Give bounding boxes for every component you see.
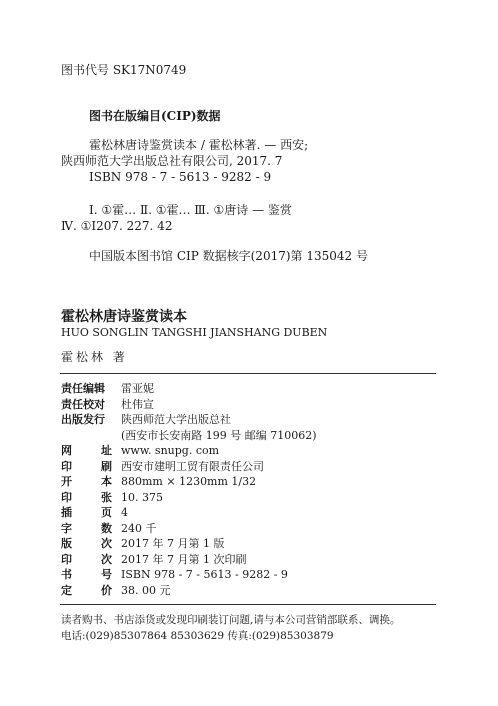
detail-value: www. snupg. com (121, 444, 220, 457)
cip-line-publisher: 陕西师范大学出版总社有限公司, 2017. 7 (61, 154, 283, 168)
cip-line-subject: Ⅰ. ①霍… Ⅱ. ①霍… Ⅲ. ①唐诗 — 鉴赏 (89, 203, 292, 217)
cip-line-isbn: ISBN 978 - 7 - 5613 - 9282 - 9 (89, 170, 272, 184)
detail-value: ISBN 978 - 7 - 5613 - 9282 - 9 (121, 568, 288, 581)
detail-label: 印 张 (61, 490, 112, 504)
detail-label: 字 数 (61, 521, 112, 535)
divider-bottom (60, 604, 436, 605)
detail-label: 印 次 (61, 552, 112, 566)
detail-value: 4 (121, 506, 128, 519)
book-code: 图书代号 SK17N0749 (61, 63, 187, 77)
detail-label: 开 本 (61, 475, 112, 488)
detail-label: 责任编辑 (61, 382, 105, 395)
cip-line-classification: Ⅳ. ①I207. 227. 42 (61, 219, 173, 233)
detail-label: 印 刷 (61, 459, 112, 473)
cip-heading: 图书在版编目(CIP)数据 (89, 109, 221, 123)
book-title: 霍松林唐诗鉴赏读本 (61, 309, 187, 325)
detail-label: 网 址 (61, 444, 112, 457)
divider-top (60, 373, 436, 374)
detail-value: 陕西师范大学出版总社 (121, 413, 231, 426)
book-title-pinyin: HUO SONGLIN TANGSHI JIANSHANG DUBEN (61, 326, 328, 339)
detail-value: (西安市长安南路 199 号 邮编 710062) (121, 428, 317, 442)
detail-value: 38. 00 元 (121, 583, 171, 597)
detail-value: 雷亚妮 (121, 382, 154, 395)
detail-label: 定 价 (61, 583, 112, 597)
book-author: 霍松林 著 (61, 350, 128, 364)
detail-value: 2017 年 7 月第 1 次印刷 (121, 552, 247, 566)
detail-value: 10. 375 (121, 490, 163, 504)
detail-value: 杜伟宣 (121, 397, 154, 411)
detail-label: 书 号 (61, 568, 112, 581)
cip-line-title-author: 霍松林唐诗鉴赏读本 / 霍松林著. — 西安; (89, 138, 309, 152)
detail-label: 责任校对 (61, 397, 105, 411)
detail-value: 2017 年 7 月第 1 版 (121, 537, 225, 550)
detail-label: 插 页 (61, 506, 112, 519)
detail-value: 240 千 (121, 521, 157, 535)
contact-phone-fax: 电话:(029)85307864 85303629 传真:(029)85303879 (61, 630, 334, 642)
detail-label: 版 次 (61, 537, 112, 550)
cip-line-record-number: 中国版本图书馆 CIP 数据核字(2017)第 135042 号 (89, 249, 368, 263)
reader-notice: 读者购书、书店添货或发现印刷装订问题,请与本公司营销部联系、调换。 (61, 614, 401, 626)
detail-value: 880mm × 1230mm 1/32 (121, 475, 257, 488)
detail-value: 西安市建明工贸有限责任公司 (121, 459, 264, 473)
detail-label: 出版发行 (61, 413, 105, 426)
